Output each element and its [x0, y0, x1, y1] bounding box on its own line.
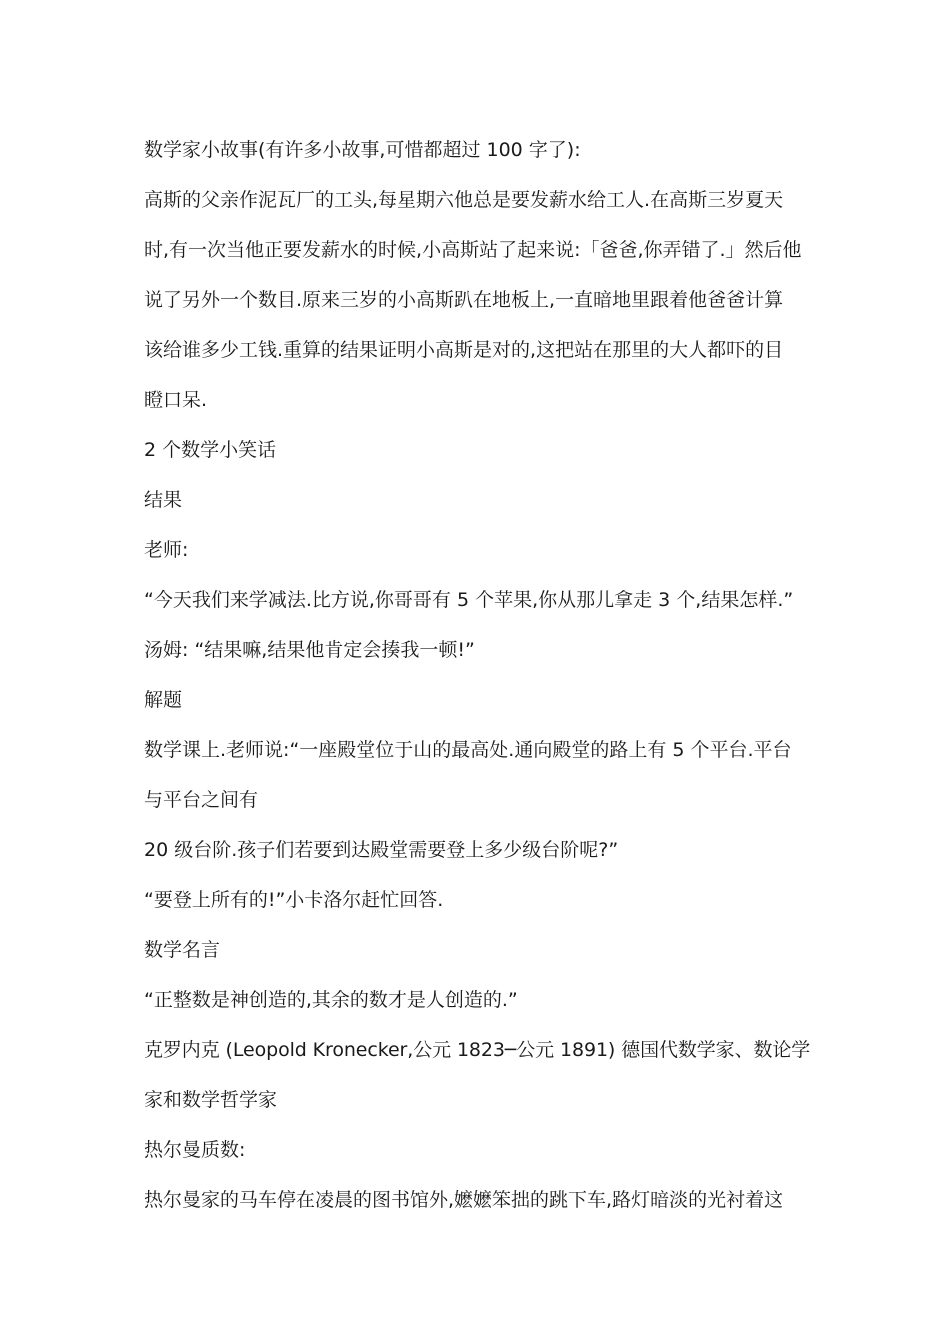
gauss-story-line-2: 时,有一次当他正要发薪水的时候,小高斯站了起来说:「爸爸,你弄错了.」然后他: [144, 239, 802, 261]
joke-1-tom-line: 汤姆: “结果嘛,结果他肯定会揍我一顿!”: [144, 639, 475, 661]
intro-heading: 数学家小故事(有许多小故事,可惜都超过 100 字了):: [144, 139, 581, 161]
joke-2-line-3: 20 级台阶.孩子们若要到达殿堂需要登上多少级台阶呢?”: [144, 839, 619, 861]
germain-heading: 热尔曼质数:: [144, 1139, 246, 1161]
gauss-story-line-1: 高斯的父亲作泥瓦厂的工头,每星期六他总是要发薪水给工人.在高斯三岁夏天: [144, 189, 784, 211]
germain-story-line-1: 热尔曼家的马车停在凌晨的图书馆外,嬷嬷笨拙的跳下车,路灯暗淡的光衬着这: [144, 1189, 784, 1211]
document-body: [144, 132, 814, 1232]
joke-1-title: 结果: [144, 489, 183, 511]
joke-1-teacher-line: “今天我们来学减法.比方说,你哥哥有 5 个苹果,你从那儿拿走 3 个,结果怎样.”: [144, 589, 794, 611]
quote-text: “正整数是神创造的,其余的数才是人创造的.”: [144, 989, 518, 1011]
joke-2-answer: “要登上所有的!”小卡洛尔赶忙回答.: [144, 889, 444, 911]
gauss-story-line-3: 说了另外一个数目.原来三岁的小高斯趴在地板上,一直暗地里跟着他爸爸计算: [144, 289, 784, 311]
quote-author-line-1: 克罗内克 (Leopold Kronecker,公元 1823─公元 1891) 德国代数学家、数论学: [144, 1039, 811, 1061]
quote-author-line-2: 家和数学哲学家: [144, 1089, 278, 1111]
gauss-story-line-5: 瞪口呆.: [144, 389, 208, 411]
joke-1-teacher-label: 老师:: [144, 539, 189, 561]
quotes-heading: 数学名言: [144, 939, 221, 961]
joke-2-line-2: 与平台之间有: [144, 789, 259, 811]
joke-2-line-1: 数学课上.老师说:“一座殿堂位于山的最高处.通向殿堂的路上有 5 个平台.平台: [144, 739, 792, 761]
joke-2-title: 解题: [144, 689, 183, 711]
gauss-story-line-4: 该给谁多少工钱.重算的结果证明小高斯是对的,这把站在那里的大人都吓的目: [144, 339, 784, 361]
jokes-heading: 2 个数学小笑话: [144, 439, 277, 461]
